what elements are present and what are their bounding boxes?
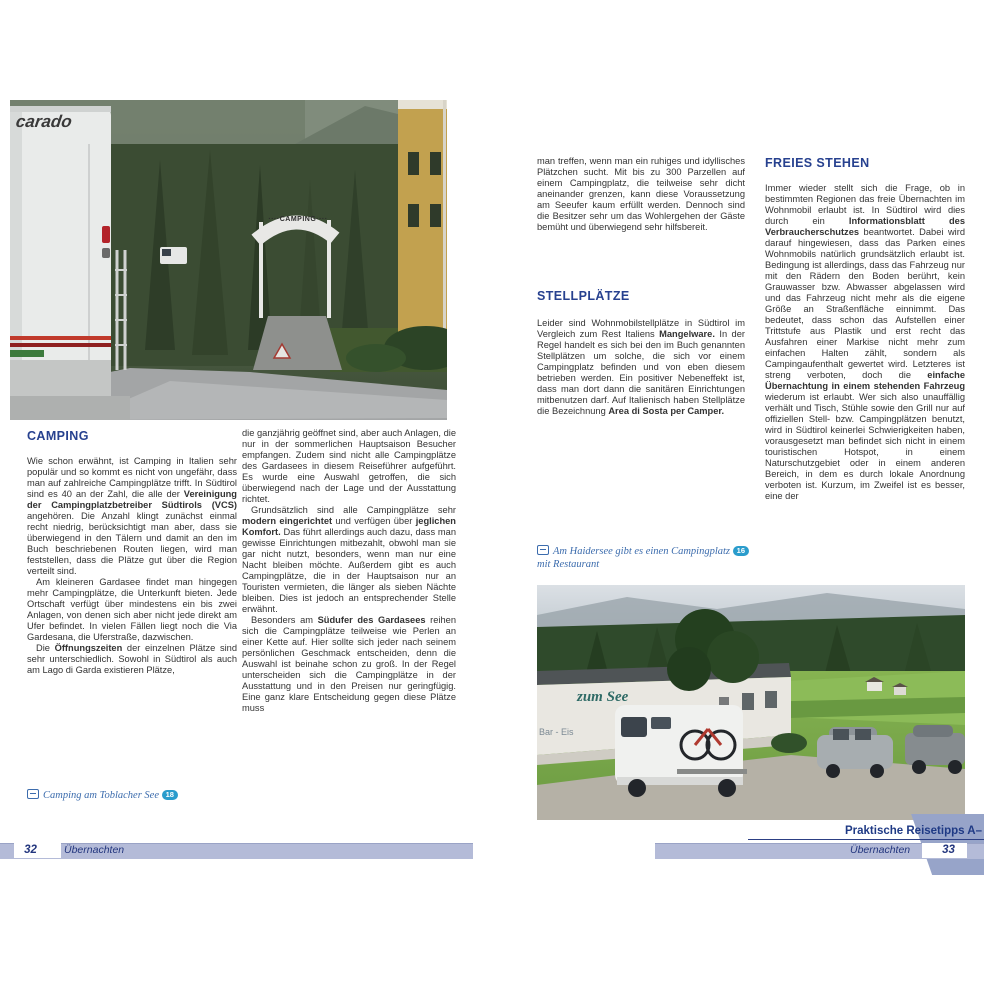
right-page-column-1-body	[537, 318, 745, 476]
paragraph: man treffen, wenn man ein ruhiges und idyllisches Plätzchen sucht. Mit bis zu 300 Parzellen auf einem Campingplatz, die teilweise sehr dicht aneinander grenzen, kann diese Voraussetzung am Seeufer kaum erfüllt werden. Dennoch sind die Besitzer sehr um das Wohlergehen der Gäste bemüht und überwiegend sehr hilfsbereit.	[537, 156, 745, 232]
right-page-column-1-intro	[537, 156, 745, 286]
photo-camping-entrance	[10, 100, 447, 420]
left-page-column-1	[27, 456, 237, 778]
section-heading-freies-stehen: FREIES STEHEN	[765, 156, 870, 170]
paragraph: Leider sind Wohnmobilstellplätze in Südtirol im Vergleich zum Rest Italiens Mangelware. In der Regel handelt es sich bei den im Buch genannten Stellplätzen um solche, die sich vor einem Campingplatz befinden und von eben diesem betrieben werden. Ein positiver Nebeneffekt ist, dass man dort dann die sanitären Einrichtungen mitbenutzen darf. Auf Italienisch haben Stellplätze die Bezeichnung Area di Sosta per Camper.	[537, 318, 745, 416]
camping-arch-sign-text: ····CAMPING····	[268, 216, 328, 223]
footer-chapter-title: Praktische Reisetipps A–	[845, 825, 982, 837]
paragraph: Wie schon erwähnt, ist Camping in Italien sehr populär und so kommt es nicht von ungefähr, dass man auf zahlreiche Campingplätze trifft. In Südtirol sind es 40 an der Zahl, die alle der Vereinigung der Campingplatzbetreiber Südtirols (VCS) angehören. Die Anzahl klingt zunächst einmal recht niedrig, berücksichtigt man aber, dass sie überwiegend in den Tälern und damit an den im Buch beschriebenen Routen liegen, wird man feststellen, dass die Plätze gut über die Region verteilt sind.	[27, 456, 237, 576]
footer-gap-left	[47, 843, 61, 858]
building-sign-zum-see: zum See	[577, 689, 629, 705]
paragraph: Besonders am Südufer des Gardasees reihen sich die Campingplätze teilweise wie Perlen an einer Kette auf. Hier sollte sich jeder nach seinem persönlichen Geschmack entscheiden, denn die Auswahl ist beinahe schon zu groß. In der Regel unterscheiden sich die Campingplätze in der Ausstattung und in den Preisen nur geringfügig. Eine ganz klare Entscheidung gegen diese Plätze muss	[242, 615, 456, 713]
camper-brand-logo: carado	[14, 112, 74, 131]
photo-camping-entrance-art	[10, 100, 447, 420]
paragraph: Immer wieder stellt sich die Frage, ob in bestimmten Regionen das freie Übernachten im Wohnmobil erlaubt ist. In Südtirol wird dies durch ein Informationsblatt des Verbraucherschutzes beantwortet. Dabei wird darauf hingewiesen, dass das Parken eines Wohnmobils natürlich grundsätzlich erlaubt ist. Bedingung ist allerdings, dass das Fahrzeug nur mit den Rädern den Boden berührt, kein Grauwasser bzw. Abwasser abgelassen wird und das Fahrzeug nicht mehr als die eigene Größe an Straßenfläche einnimmt. Das bedeutet, dass schon das Aufstellen einer Trittstufe aus Plastik und erst recht das Ausfahren einer Markise nicht mehr zum einfachen Halten zählt, sondern als Campingaufenthalt gewertet wird. Letzteres ist streng verboten, doch die einfache Übernachtung in einem stehenden Fahrzeug wiederum ist erlaubt. Wer sich also unauffällig verhält und Tisch, Stühle sowie den Grill nur auf offiziellen Stell- bzw. Campingplätzen benutzt, wird in Südtirol keinerlei Schwierigkeiten haben, vorausgesetzt man befindet sich nicht in einem touristischen Hotspot, in einem Naturschutzgebiet oder in einem anderen Bereich, in dem es durch lokale Anordnung verboten ist. Kurzum, im Zweifel ist es besser, eine der	[765, 183, 965, 501]
caption-text-line1: Am Haidersee gibt es einen Campingplatz	[553, 546, 733, 557]
footer-gap-right	[922, 843, 930, 858]
route-number-badge: 18	[162, 790, 178, 800]
paragraph: Grundsätzlich sind alle Campingplätze sehr modern eingerichtet und verfügen über jeglichen Komfort. Das führt allerdings auch dazu, dass man gewisse Einrichtungen mitbezahlt, obwohl man sie gar nicht nutzt, besonders, wenn man nur eine Nacht bleiben möchte. Außerdem gibt es auch Campingplätze, die in der Hauptsaison nur an Touristen vermieten, die länger als sieben Nächte bleiben. Dies ist jedoch an entsprechender Stelle erwähnt.	[242, 505, 456, 614]
caption-text-line2: mit Restaurant	[537, 559, 600, 570]
footer-section-right: Übernachten	[850, 844, 911, 856]
page-number-right: 33	[930, 843, 967, 858]
caption-text: Camping am Toblacher See	[43, 790, 162, 801]
building-sign-bar-eis: Bar - Eis	[539, 727, 574, 737]
photo-caption-toblacher-see	[27, 788, 257, 802]
photo-haidersee-art	[537, 585, 965, 820]
paragraph: die ganzjährig geöffnet sind, aber auch Anlagen, die nur in der sommerlichen Hauptsaison Besucher empfangen. Zudem sind nicht alle Campingplätze des Gardasees in diesem Reiseführer aufgeführt. Es wurde eine Auswahl getroffen, die sich überwiegend nach der Lage und der Ausstattung richtet.	[242, 428, 456, 504]
photo-haidersee-campsite	[537, 585, 965, 820]
section-heading-camping: CAMPING	[27, 429, 89, 443]
image-icon	[27, 789, 39, 799]
page-number-left: 32	[14, 843, 47, 858]
right-page-column-2	[765, 183, 965, 587]
left-page-column-2	[242, 428, 456, 806]
footer-rule	[748, 839, 984, 840]
footer-section-left: Übernachten	[64, 844, 125, 856]
photo-caption-haidersee	[537, 544, 769, 571]
image-icon	[537, 545, 549, 555]
paragraph: Am kleineren Gardasee findet man hingegen mehr Campingplätze, die Unterkunft bieten. Jede Ortschaft verfügt über mindestens ein bis zwei Anlagen, von denen sich aber nicht jede direkt am Ufer befindet. In vielen Fällen liegt noch die Via Gardesana, die Uferstraße, dazwischen.	[27, 577, 237, 642]
section-heading-stellplaetze: STELLPLÄTZE	[537, 289, 630, 303]
route-number-badge: 16	[733, 546, 749, 556]
paragraph: Die Öffnungszeiten der einzelnen Plätze sind sehr unterschiedlich. Sowohl in Südtirol als auch am Lago di Garda existieren Plätze,	[27, 643, 237, 675]
